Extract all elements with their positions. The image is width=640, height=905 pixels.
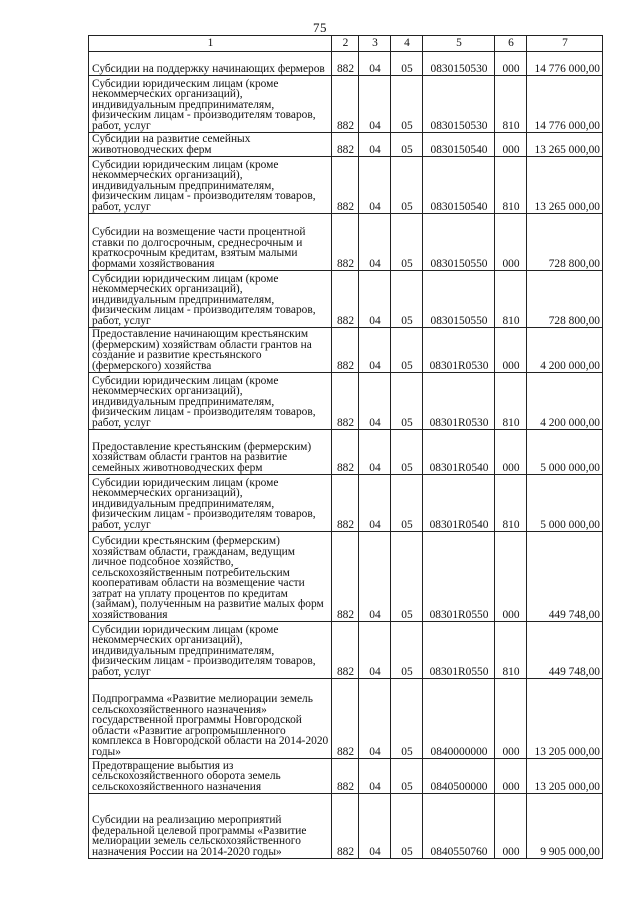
row-name: Субсидии на поддержку начинающих фермеров — [89, 52, 332, 76]
amount: 5 000 000,00 — [527, 475, 603, 532]
row-name: Субсидии юридическим лицам (кроме некоммерческих организаций), индивидуальным предпринимателям, физическим лицам - производителям товаров, работ, услуг — [89, 622, 332, 679]
section-code: 04 — [359, 373, 391, 430]
expense-type-code: 000 — [495, 679, 527, 759]
page-number: 75 — [313, 20, 327, 35]
target-article-code: 0840550760 — [423, 794, 495, 859]
expense-type-code: 810 — [495, 157, 527, 214]
target-article-code: 08301R0540 — [423, 430, 495, 475]
col-header: 2 — [332, 36, 359, 52]
target-article-code: 0840500000 — [423, 759, 495, 794]
amount: 13 265 000,00 — [527, 157, 603, 214]
subsection-code: 05 — [391, 76, 423, 133]
header-row — [89, 36, 603, 52]
ved-code: 882 — [332, 52, 359, 76]
expense-type-code: 000 — [495, 532, 527, 622]
table-row — [89, 622, 603, 679]
section-code: 04 — [359, 157, 391, 214]
table-row — [89, 52, 603, 76]
section-code: 04 — [359, 679, 391, 759]
row-name: Субсидии на реализацию мероприятий федеральной целевой программы «Развитие мелиорации земель сельскохозяйственного назначения России на 2014-2020 годы» — [89, 794, 332, 859]
expense-type-code: 000 — [495, 52, 527, 76]
section-code: 04 — [359, 52, 391, 76]
table-row — [89, 430, 603, 475]
expense-type-code: 000 — [495, 214, 527, 271]
target-article-code: 08301R0550 — [423, 532, 495, 622]
expense-type-code: 810 — [495, 76, 527, 133]
row-name: Субсидии на возмещение части процентной ставки по долгосрочным, среднесрочным и краткосрочным кредитам, взятым малыми формами хозяйствования — [89, 214, 332, 271]
expense-type-code: 810 — [495, 475, 527, 532]
section-code: 04 — [359, 430, 391, 475]
col-header: 6 — [495, 36, 527, 52]
amount: 5 000 000,00 — [527, 430, 603, 475]
ved-code: 882 — [332, 532, 359, 622]
section-code: 04 — [359, 271, 391, 328]
subsection-code: 05 — [391, 475, 423, 532]
section-code: 04 — [359, 475, 391, 532]
col-header: 3 — [359, 36, 391, 52]
table-row — [89, 157, 603, 214]
section-code: 04 — [359, 76, 391, 133]
budget-table — [88, 35, 603, 859]
amount: 4 200 000,00 — [527, 373, 603, 430]
amount: 9 905 000,00 — [527, 794, 603, 859]
ved-code: 882 — [332, 271, 359, 328]
subsection-code: 05 — [391, 271, 423, 328]
section-code: 04 — [359, 214, 391, 271]
ved-code: 882 — [332, 214, 359, 271]
expense-type-code: 000 — [495, 794, 527, 859]
table-row — [89, 794, 603, 859]
table-row — [89, 373, 603, 430]
section-code: 04 — [359, 133, 391, 157]
table-row — [89, 759, 603, 794]
section-code: 04 — [359, 759, 391, 794]
amount: 449 748,00 — [527, 622, 603, 679]
row-name: Субсидии юридическим лицам (кроме некоммерческих организаций), индивидуальным предпринимателям, физическим лицам - производителям товаров, работ, услуг — [89, 76, 332, 133]
amount: 14 776 000,00 — [527, 76, 603, 133]
section-code: 04 — [359, 532, 391, 622]
ved-code: 882 — [332, 759, 359, 794]
table-row — [89, 271, 603, 328]
subsection-code: 05 — [391, 133, 423, 157]
ved-code: 882 — [332, 328, 359, 373]
target-article-code: 0830150530 — [423, 76, 495, 133]
ved-code: 882 — [332, 794, 359, 859]
table-row — [89, 214, 603, 271]
table-row — [89, 328, 603, 373]
target-article-code: 0830150540 — [423, 157, 495, 214]
col-header: 5 — [423, 36, 495, 52]
row-name: Предоставление крестьянским (фермерским) хозяйствам области грантов на развитие семейных животноводческих ферм — [89, 430, 332, 475]
ved-code: 882 — [332, 679, 359, 759]
amount: 4 200 000,00 — [527, 328, 603, 373]
subsection-code: 05 — [391, 214, 423, 271]
amount: 449 748,00 — [527, 532, 603, 622]
amount: 728 800,00 — [527, 214, 603, 271]
col-header: 1 — [89, 36, 332, 52]
row-name: Подпрограмма «Развитие мелиорации земель сельскохозяйственного назначения» государственной программы Новгородской области «Развитие агропромышленного комплекса в Новгородской области на 2014-2020 годы» — [89, 679, 332, 759]
ved-code: 882 — [332, 373, 359, 430]
subsection-code: 05 — [391, 679, 423, 759]
amount: 13 265 000,00 — [527, 133, 603, 157]
target-article-code: 0830150540 — [423, 133, 495, 157]
ved-code: 882 — [332, 622, 359, 679]
table-row — [89, 133, 603, 157]
target-article-code: 0830150550 — [423, 271, 495, 328]
row-name: Предоставление начинающим крестьянским (фермерским) хозяйствам области грантов на создание и развитие крестьянского (фермерского) хозяйства — [89, 328, 332, 373]
section-code: 04 — [359, 794, 391, 859]
subsection-code: 05 — [391, 759, 423, 794]
row-name: Субсидии юридическим лицам (кроме некоммерческих организаций), индивидуальным предпринимателям, физическим лицам - производителям товаров, работ, услуг — [89, 157, 332, 214]
expense-type-code: 810 — [495, 373, 527, 430]
ved-code: 882 — [332, 157, 359, 214]
target-article-code: 08301R0540 — [423, 475, 495, 532]
subsection-code: 05 — [391, 52, 423, 76]
expense-type-code: 000 — [495, 328, 527, 373]
ved-code: 882 — [332, 430, 359, 475]
table-row — [89, 679, 603, 759]
amount: 14 776 000,00 — [527, 52, 603, 76]
expense-type-code: 810 — [495, 271, 527, 328]
ved-code: 882 — [332, 76, 359, 133]
table-row — [89, 76, 603, 133]
expense-type-code: 810 — [495, 622, 527, 679]
row-name: Субсидии на развитие семейных животноводческих ферм — [89, 133, 332, 157]
table-row — [89, 532, 603, 622]
amount: 13 205 000,00 — [527, 759, 603, 794]
row-name: Предотвращение выбытия из сельскохозяйственного оборота земель сельскохозяйственного назначения — [89, 759, 332, 794]
subsection-code: 05 — [391, 373, 423, 430]
amount: 13 205 000,00 — [527, 679, 603, 759]
section-code: 04 — [359, 622, 391, 679]
amount: 728 800,00 — [527, 271, 603, 328]
subsection-code: 05 — [391, 622, 423, 679]
row-name: Субсидии юридическим лицам (кроме некоммерческих организаций), индивидуальным предпринимателям, физическим лицам - производителям товаров, работ, услуг — [89, 271, 332, 328]
subsection-code: 05 — [391, 430, 423, 475]
ved-code: 882 — [332, 475, 359, 532]
subsection-code: 05 — [391, 532, 423, 622]
target-article-code: 0840000000 — [423, 679, 495, 759]
target-article-code: 0830150550 — [423, 214, 495, 271]
expense-type-code: 000 — [495, 133, 527, 157]
target-article-code: 08301R0530 — [423, 373, 495, 430]
section-code: 04 — [359, 328, 391, 373]
row-name: Субсидии крестьянским (фермерским) хозяйствам области, гражданам, ведущим личное подсобное хозяйство, сельскохозяйственным потребительским кооперативам области на возмещение части затрат на уплату процентов по кредитам (займам), полученным на развитие малых форм хозяйствования — [89, 532, 332, 622]
col-header: 4 — [391, 36, 423, 52]
subsection-code: 05 — [391, 157, 423, 214]
row-name: Субсидии юридическим лицам (кроме некоммерческих организаций), индивидуальным предпринимателям, физическим лицам - производителям товаров, работ, услуг — [89, 373, 332, 430]
expense-type-code: 000 — [495, 759, 527, 794]
ved-code: 882 — [332, 133, 359, 157]
col-header: 7 — [527, 36, 603, 52]
target-article-code: 08301R0530 — [423, 328, 495, 373]
target-article-code: 0830150530 — [423, 52, 495, 76]
expense-type-code: 000 — [495, 430, 527, 475]
table-row — [89, 475, 603, 532]
subsection-code: 05 — [391, 328, 423, 373]
subsection-code: 05 — [391, 794, 423, 859]
target-article-code: 08301R0550 — [423, 622, 495, 679]
row-name: Субсидии юридическим лицам (кроме некоммерческих организаций), индивидуальным предпринимателям, физическим лицам - производителям товаров, работ, услуг — [89, 475, 332, 532]
